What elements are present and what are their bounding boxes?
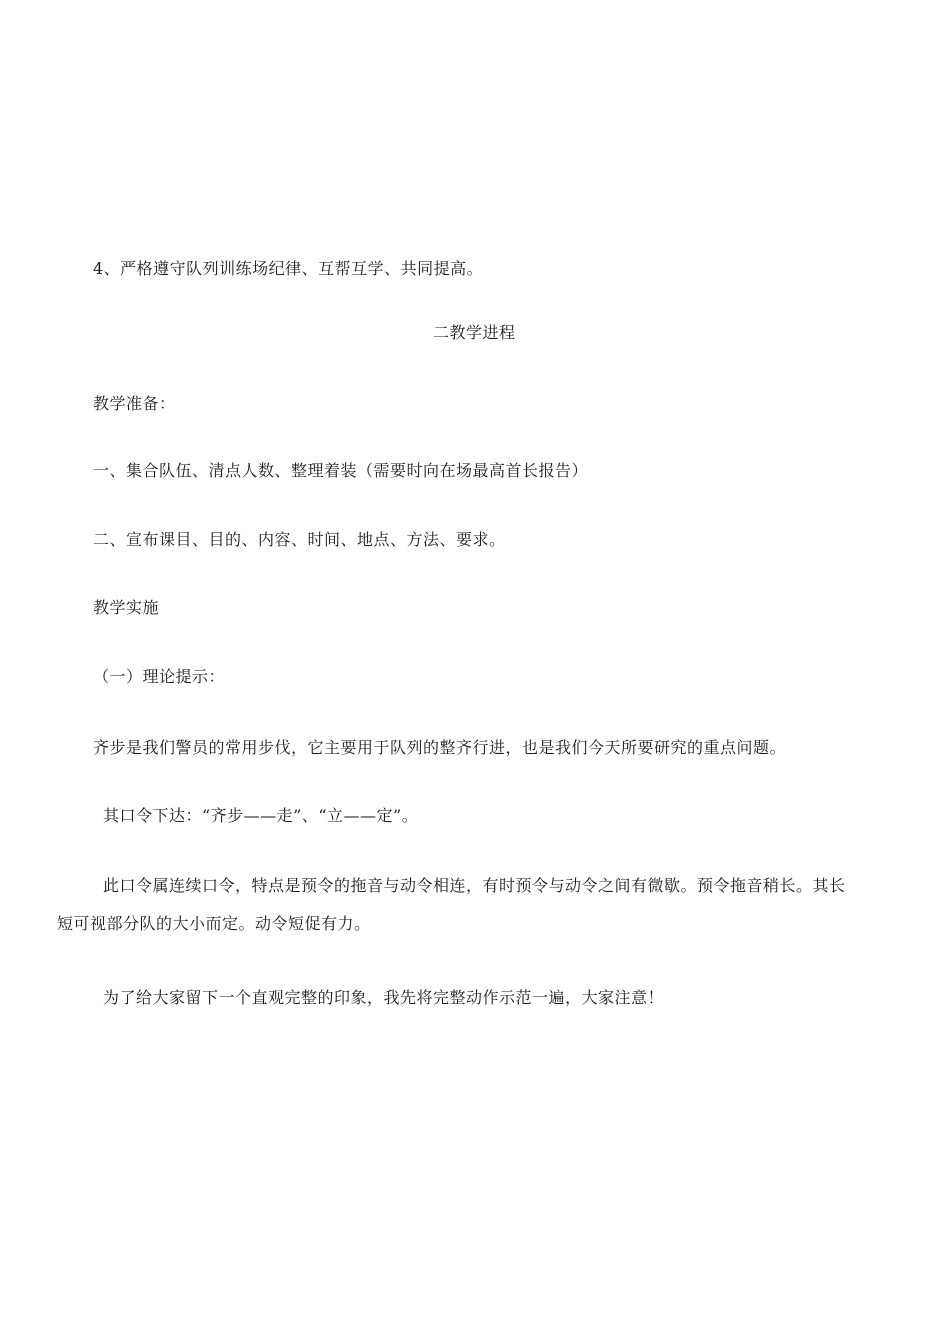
section-title: 二教学进程 (433, 323, 516, 342)
paragraph-4: 为了给大家留下一个直观完整的印象，我先将完整动作示范一遍，大家注意！ (103, 988, 665, 1007)
prep-heading: 教学准备： (93, 394, 176, 413)
paragraph-3-line-2: 短可视部分队的大小而定。动令短促有力。 (57, 914, 371, 933)
paragraph-3-line-1: 此口令属连续口令，特点是预令的拖音与动令相连，有时预令与动令之间有微歇。预令拖音稍长。其长 (103, 876, 846, 895)
prep-step-1: 一、集合队伍、清点人数、整理着装（需要时向在场最高首长报告） (93, 461, 589, 480)
prep-step-2: 二、宣布课目、目的、内容、时间、地点、方法、要求。 (93, 530, 506, 549)
list-item-4: 4、严格遵守队列训练场纪律、互帮互学、共同提高。 (93, 259, 484, 278)
paragraph-1: 齐步是我们警员的常用步伐，它主要用于队列的整齐行进，也是我们今天所要研究的重点问题。 (93, 738, 787, 757)
impl-heading: 教学实施 (93, 598, 160, 617)
paragraph-2: 其口令下达：“齐步——走”、“立——定”。 (103, 806, 419, 825)
theory-heading: （一）理论提示： (93, 667, 226, 686)
